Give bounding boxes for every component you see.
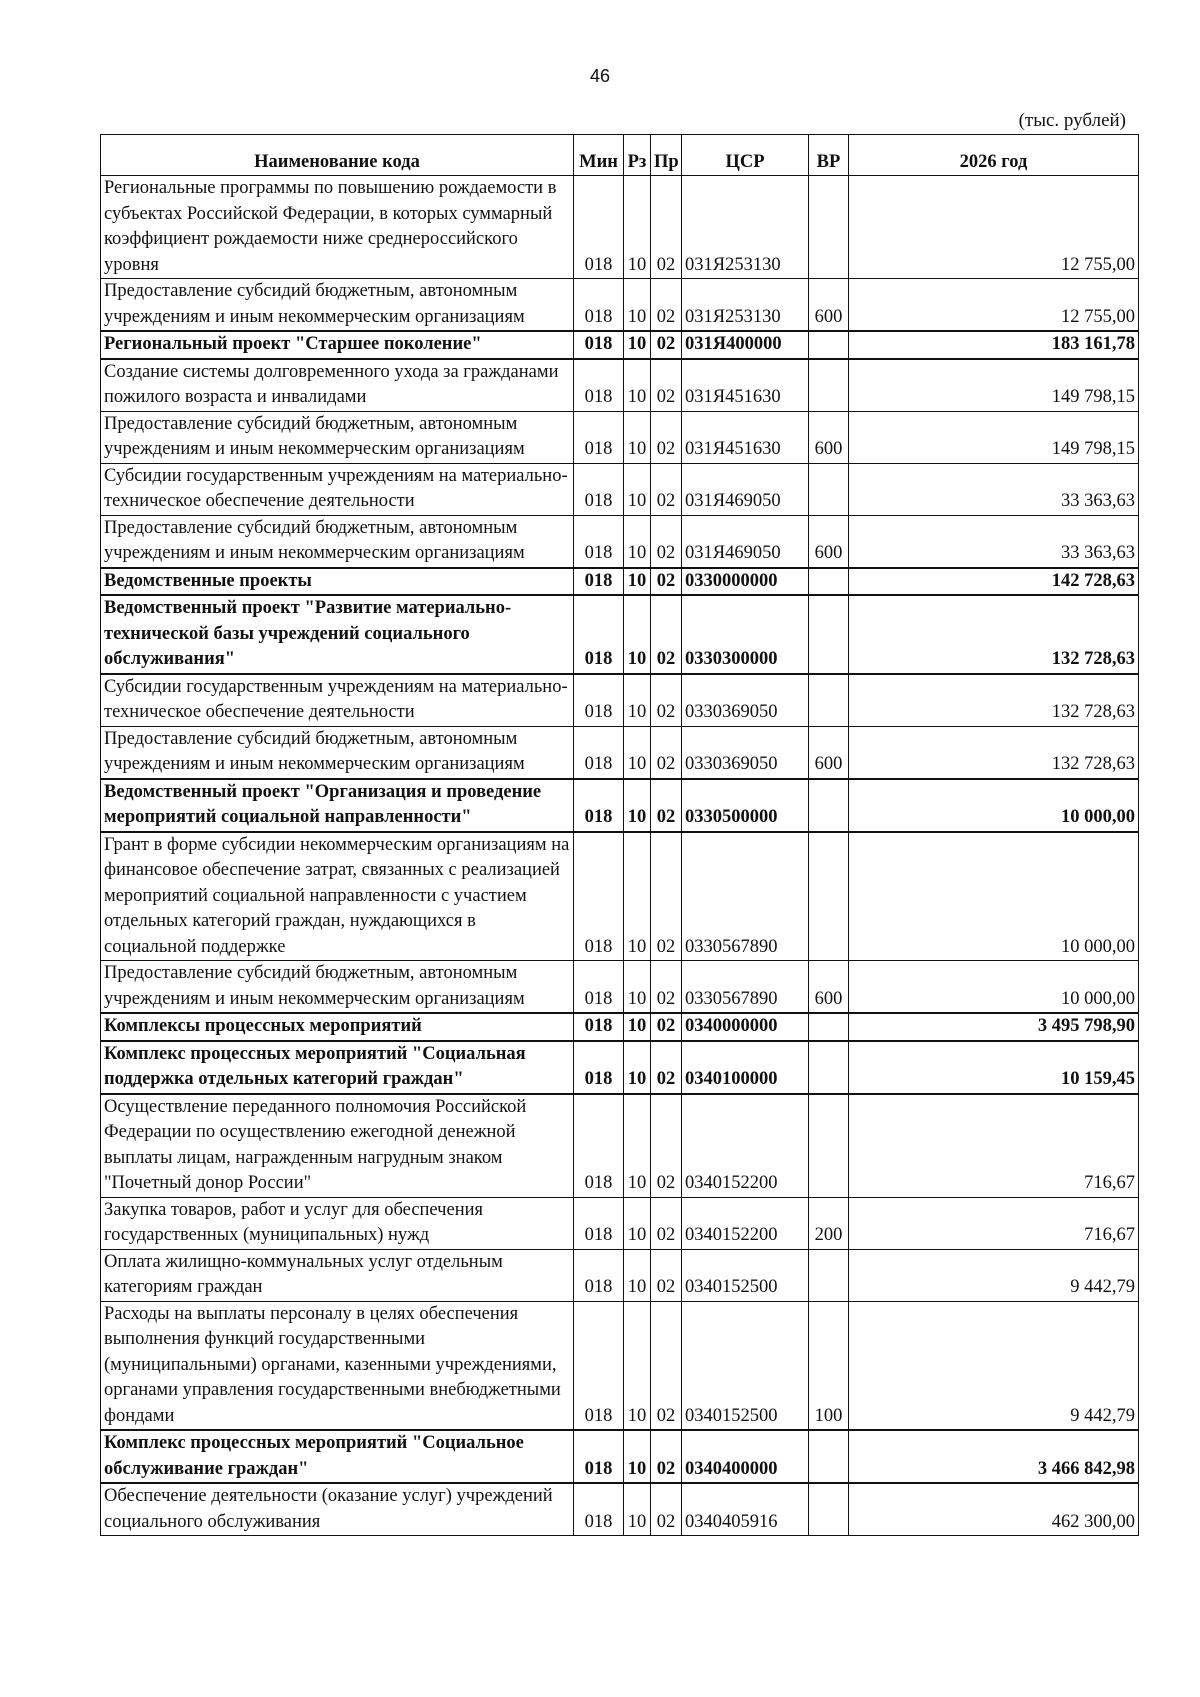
cell-pr: 02 [651,1301,682,1430]
table-row [101,779,1139,832]
cell-rz: 10 [624,411,651,463]
cell-min: 018 [574,1430,624,1483]
table-row [101,1197,1139,1249]
cell-rz: 10 [624,1013,651,1041]
table-body [101,176,1139,1536]
cell-csr: 0330500000 [682,779,809,832]
cell-rz: 10 [624,463,651,515]
cell-amount: 33 363,63 [849,463,1139,515]
cell-min: 018 [574,176,624,279]
table-row [101,1249,1139,1301]
cell-rz: 10 [624,595,651,674]
cell-rz: 10 [624,176,651,279]
cell-name: Создание системы долговременного ухода за гражданами пожилого возраста и инвалидами [101,359,574,412]
cell-name: Предоставление субсидий бюджетным, автономным учреждениям и иным некоммерческим организациям [101,515,574,568]
cell-amount: 149 798,15 [849,411,1139,463]
cell-rz: 10 [624,961,651,1014]
cell-name: Закупка товаров, работ и услуг для обеспечения государственных (муниципальных) нужд [101,1197,574,1249]
cell-amount: 9 442,79 [849,1301,1139,1430]
cell-amount: 132 728,63 [849,674,1139,727]
cell-pr: 02 [651,331,682,359]
cell-rz: 10 [624,1483,651,1536]
cell-min: 018 [574,279,624,332]
table-row [101,1013,1139,1041]
cell-pr: 02 [651,1197,682,1249]
cell-vr [809,463,849,515]
table-row [101,1430,1139,1483]
cell-name: Региональные программы по повышению рождаемости в субъектах Российской Федерации, в которых суммарный коэффициент рождаемости ниже среднероссийского уровня [101,176,574,279]
units-label: (тыс. рублей) [1018,110,1126,131]
table-row [101,568,1139,596]
cell-csr: 0330369050 [682,674,809,727]
cell-rz: 10 [624,1249,651,1301]
cell-pr: 02 [651,595,682,674]
table-row [101,726,1139,779]
cell-vr: 200 [809,1197,849,1249]
cell-rz: 10 [624,674,651,727]
cell-amount: 10 159,45 [849,1041,1139,1094]
cell-min: 018 [574,568,624,596]
cell-csr: 031Я451630 [682,359,809,412]
cell-amount: 33 363,63 [849,515,1139,568]
table-row [101,1301,1139,1430]
cell-min: 018 [574,1013,624,1041]
cell-pr: 02 [651,1013,682,1041]
cell-name: Предоставление субсидий бюджетным, автономным учреждениям и иным некоммерческим организациям [101,961,574,1014]
header-year: 2026 год [849,135,1139,176]
table-row [101,411,1139,463]
cell-name: Предоставление субсидий бюджетным, автономным учреждениям и иным некоммерческим организациям [101,279,574,332]
cell-amount: 149 798,15 [849,359,1139,412]
cell-vr [809,832,849,961]
cell-pr: 02 [651,674,682,727]
cell-amount: 132 728,63 [849,595,1139,674]
cell-name: Ведомственные проекты [101,568,574,596]
cell-name: Ведомственный проект "Развитие материально-технической базы учреждений социального обслуживания" [101,595,574,674]
cell-pr: 02 [651,411,682,463]
cell-name: Комплекс процессных мероприятий "Социальная поддержка отдельных категорий граждан" [101,1041,574,1094]
table-row [101,1483,1139,1536]
cell-pr: 02 [651,779,682,832]
cell-rz: 10 [624,1430,651,1483]
cell-name: Региональный проект "Старшее поколение" [101,331,574,359]
table-row [101,463,1139,515]
cell-csr: 0340152200 [682,1094,809,1198]
cell-name: Комплекс процессных мероприятий "Социальное обслуживание граждан" [101,1430,574,1483]
cell-pr: 02 [651,832,682,961]
cell-amount: 3 466 842,98 [849,1430,1139,1483]
cell-name: Субсидии государственным учреждениям на материально-техническое обеспечение деятельности [101,674,574,727]
cell-rz: 10 [624,1301,651,1430]
table-row [101,674,1139,727]
cell-pr: 02 [651,961,682,1014]
cell-rz: 10 [624,279,651,332]
table-row [101,595,1139,674]
cell-csr: 0330300000 [682,595,809,674]
table-header-row [101,135,1139,176]
cell-csr: 031Я253130 [682,279,809,332]
cell-min: 018 [574,463,624,515]
cell-min: 018 [574,331,624,359]
cell-pr: 02 [651,1249,682,1301]
cell-vr [809,359,849,412]
cell-csr: 0340100000 [682,1041,809,1094]
table-row [101,961,1139,1014]
cell-csr: 031Я253130 [682,176,809,279]
cell-vr [809,568,849,596]
cell-min: 018 [574,359,624,412]
cell-amount: 716,67 [849,1197,1139,1249]
cell-vr [809,1249,849,1301]
table-row [101,359,1139,412]
cell-vr [809,1041,849,1094]
header-rz: Рз [624,135,651,176]
cell-csr: 031Я469050 [682,463,809,515]
cell-pr: 02 [651,568,682,596]
table-row [101,832,1139,961]
cell-vr: 600 [809,961,849,1014]
cell-csr: 0330567890 [682,832,809,961]
cell-min: 018 [574,515,624,568]
cell-pr: 02 [651,1483,682,1536]
page-number: 46 [589,66,611,86]
header-name: Наименование кода [101,135,574,176]
cell-pr: 02 [651,1041,682,1094]
cell-min: 018 [574,832,624,961]
cell-amount: 132 728,63 [849,726,1139,779]
cell-min: 018 [574,411,624,463]
cell-min: 018 [574,779,624,832]
cell-pr: 02 [651,463,682,515]
cell-csr: 031Я469050 [682,515,809,568]
header-min: Мин [574,135,624,176]
table-row [101,176,1139,279]
cell-min: 018 [574,1249,624,1301]
cell-csr: 0330369050 [682,726,809,779]
cell-min: 018 [574,1197,624,1249]
cell-min: 018 [574,595,624,674]
cell-rz: 10 [624,726,651,779]
cell-rz: 10 [624,832,651,961]
cell-vr [809,1430,849,1483]
cell-min: 018 [574,1483,624,1536]
cell-name: Ведомственный проект "Организация и проведение мероприятий социальной направленности" [101,779,574,832]
cell-pr: 02 [651,176,682,279]
cell-name: Предоставление субсидий бюджетным, автономным учреждениям и иным некоммерческим организациям [101,726,574,779]
table-row [101,279,1139,332]
cell-csr: 0340000000 [682,1013,809,1041]
cell-min: 018 [574,1094,624,1198]
cell-amount: 10 000,00 [849,832,1139,961]
cell-amount: 9 442,79 [849,1249,1139,1301]
cell-csr: 0330567890 [682,961,809,1014]
cell-amount: 3 495 798,90 [849,1013,1139,1041]
cell-rz: 10 [624,359,651,412]
cell-name: Оплата жилищно-коммунальных услуг отдельным категориям граждан [101,1249,574,1301]
cell-vr [809,1483,849,1536]
cell-csr: 0330000000 [682,568,809,596]
cell-csr: 031Я400000 [682,331,809,359]
header-pr: Пр [651,135,682,176]
cell-pr: 02 [651,1094,682,1198]
cell-min: 018 [574,1301,624,1430]
header-vr: ВР [809,135,849,176]
cell-amount: 10 000,00 [849,961,1139,1014]
cell-vr: 600 [809,279,849,332]
cell-csr: 031Я451630 [682,411,809,463]
cell-rz: 10 [624,1094,651,1198]
table-row [101,1094,1139,1198]
cell-vr [809,779,849,832]
cell-csr: 0340405916 [682,1483,809,1536]
cell-pr: 02 [651,726,682,779]
cell-rz: 10 [624,515,651,568]
cell-rz: 10 [624,568,651,596]
cell-amount: 12 755,00 [849,279,1139,332]
cell-pr: 02 [651,359,682,412]
header-csr: ЦСР [682,135,809,176]
cell-vr [809,331,849,359]
cell-name: Грант в форме субсидии некоммерческим организациям на финансовое обеспечение затрат, связанных с реализацией мероприятий социальной направленности с участием отдельных категорий граждан, нуждающихся в социальной поддержке [101,832,574,961]
cell-rz: 10 [624,779,651,832]
cell-vr [809,1094,849,1198]
cell-pr: 02 [651,1430,682,1483]
cell-amount: 142 728,63 [849,568,1139,596]
cell-vr: 600 [809,515,849,568]
cell-amount: 183 161,78 [849,331,1139,359]
cell-min: 018 [574,1041,624,1094]
cell-amount: 10 000,00 [849,779,1139,832]
cell-csr: 0340400000 [682,1430,809,1483]
cell-name: Предоставление субсидий бюджетным, автономным учреждениям и иным некоммерческим организациям [101,411,574,463]
cell-amount: 462 300,00 [849,1483,1139,1536]
cell-min: 018 [574,674,624,727]
cell-name: Осуществление переданного полномочия Российской Федерации по осуществлению ежегодной денежной выплаты лицам, награжденным нагрудным знаком "Почетный донор России" [101,1094,574,1198]
cell-vr [809,176,849,279]
table-row [101,1041,1139,1094]
cell-csr: 0340152500 [682,1301,809,1430]
cell-rz: 10 [624,1041,651,1094]
cell-amount: 12 755,00 [849,176,1139,279]
cell-vr [809,674,849,727]
budget-table [100,134,1139,1536]
table-row [101,515,1139,568]
cell-name: Комплексы процессных мероприятий [101,1013,574,1041]
cell-amount: 716,67 [849,1094,1139,1198]
cell-csr: 0340152500 [682,1249,809,1301]
cell-vr [809,595,849,674]
cell-pr: 02 [651,515,682,568]
table-row [101,331,1139,359]
cell-rz: 10 [624,331,651,359]
cell-rz: 10 [624,1197,651,1249]
cell-name: Обеспечение деятельности (оказание услуг) учреждений социального обслуживания [101,1483,574,1536]
cell-vr [809,1013,849,1041]
cell-vr: 600 [809,411,849,463]
cell-min: 018 [574,961,624,1014]
cell-min: 018 [574,726,624,779]
cell-pr: 02 [651,279,682,332]
cell-csr: 0340152200 [682,1197,809,1249]
cell-vr: 100 [809,1301,849,1430]
cell-name: Расходы на выплаты персоналу в целях обеспечения выполнения функций государственными (муниципальными) органами, казенными учреждениями, органами управления государственными внебюджетными фондами [101,1301,574,1430]
cell-name: Субсидии государственным учреждениям на материально-техническое обеспечение деятельности [101,463,574,515]
cell-vr: 600 [809,726,849,779]
